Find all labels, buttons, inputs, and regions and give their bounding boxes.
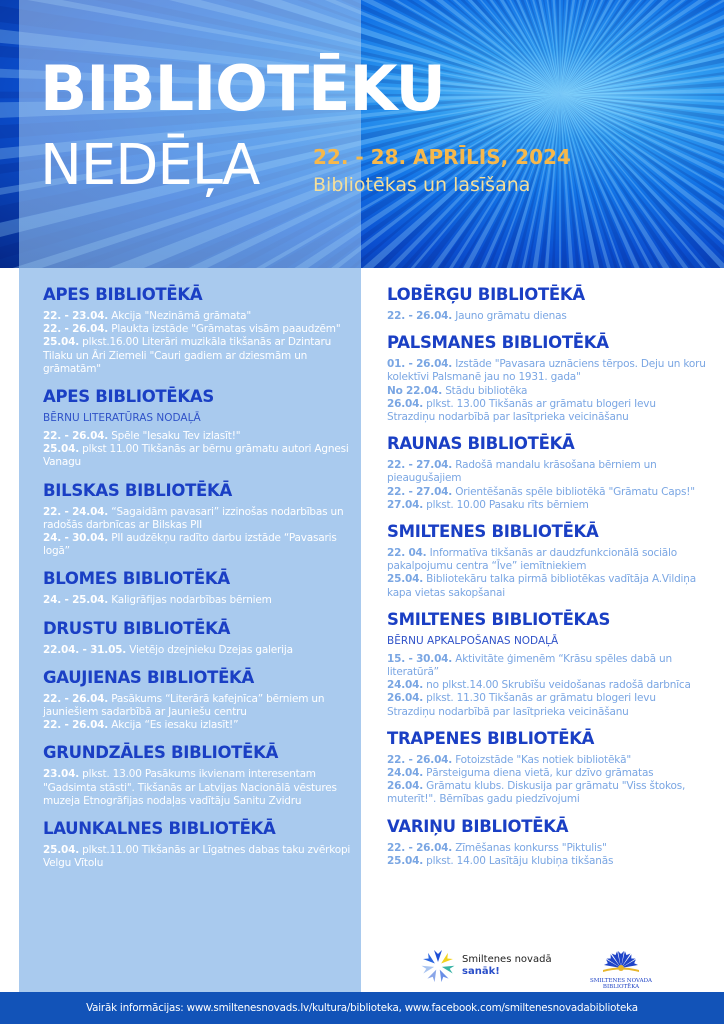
event-date: 22. - 26.04.	[387, 753, 453, 766]
event-date: 24. - 30.04.	[43, 532, 109, 545]
library-section	[43, 479, 359, 559]
library-title: LOBĒRĢU BIBLIOTĒKĀ	[387, 285, 585, 304]
event-item	[43, 310, 359, 323]
event-item	[387, 754, 707, 767]
event-list	[387, 653, 707, 719]
event-date: 22. - 23.04.	[43, 310, 109, 322]
event-description: no plkst.14.00 Skrubīšu veidošanas radošā darbnīca	[423, 679, 691, 692]
municipality-logo	[420, 948, 552, 984]
library-title: TRAPENES BIBLIOTĒKĀ	[387, 728, 595, 748]
library-title: LAUNKALNES BIBLIOTĒKĀ	[43, 819, 276, 839]
event-description: Aktivitāte ģimenēm “Krāsu spēles dabā un literatūrā”	[387, 652, 672, 679]
event-item	[387, 842, 707, 855]
event-description: Spēle "Iesaku Tev izlasīt!"	[108, 430, 241, 443]
event-date: 26.04.	[387, 397, 424, 410]
event-date: 25.04.	[387, 573, 424, 586]
library-section	[43, 741, 359, 808]
event-item	[43, 768, 359, 808]
event-description: plkst 11.00 Tikšanās ar bērnu grāmatu autori Agnesi Vanagu	[43, 443, 349, 469]
event-item	[43, 719, 359, 732]
event-list	[387, 547, 707, 600]
event-item	[43, 506, 359, 532]
municipality-logo-line1: Smiltenes novadā	[462, 954, 552, 965]
library-title: APES BIBLIOTĒKAS	[43, 387, 214, 407]
event-list	[43, 594, 359, 607]
left-column	[43, 283, 359, 879]
event-item	[43, 323, 359, 336]
event-item	[387, 692, 707, 718]
event-item	[43, 844, 359, 870]
event-item	[387, 398, 707, 424]
event-date: 25.04.	[43, 844, 80, 857]
event-date: 22. - 26.04.	[43, 323, 109, 336]
event-date: 22. - 24.04.	[43, 505, 109, 518]
event-list	[43, 310, 359, 376]
library-title: SMILTENES BIBLIOTĒKAS	[387, 609, 611, 629]
event-item	[43, 594, 359, 607]
event-description: Radošā mandalu krāsošana bērniem un pieaugušajiem	[387, 459, 657, 485]
event-date: 22. - 26.04.	[387, 310, 453, 322]
event-item	[387, 767, 707, 780]
event-date: 24.04.	[387, 679, 424, 692]
event-description: Akcija "Nezināmā grāmata"	[108, 310, 251, 322]
event-list	[43, 430, 359, 470]
event-description: Informatīva tikšanās ar daudzfunkcionālā sociālo pakalpojumu centra “Īve” iemītniekiem	[387, 547, 677, 573]
event-item	[43, 443, 359, 469]
event-date: 27.04.	[387, 498, 424, 511]
event-item	[387, 358, 707, 384]
event-item	[387, 855, 707, 868]
event-item	[43, 693, 359, 719]
event-list	[387, 358, 707, 424]
event-description: plkst. 13.00 Tikšanās ar grāmatu blogeri Ievu Strazdiņu nodarbībā par lasītprieka veicināšanu	[387, 397, 656, 424]
event-date: 15. - 30.04.	[387, 652, 453, 665]
library-section	[387, 815, 707, 868]
event-description: Grāmatu klubs. Diskusija par grāmatu "Viss štokos, muterīt!". Bērnības gadu piedzīvojumi	[387, 780, 686, 806]
library-section	[43, 385, 359, 470]
event-description: plkst. 13.00 Pasākums ikvienam interesentam "Gadsimta stāsti". Tikšanās ar Latvijas Nacionālā vēstures muzeja Etnogrāfijas nodaļas vadītāju Sanitu Zvidru	[43, 768, 337, 807]
library-logo-line1: SMILTENES NOVADA	[590, 978, 652, 984]
event-description: Akcija “Es iesaku izlasīt!”	[108, 719, 239, 732]
library-section	[43, 817, 359, 870]
event-date: 22.04. - 31.05.	[43, 643, 127, 656]
event-description: Stādu bibliotēka	[442, 384, 528, 397]
library-logo	[586, 948, 656, 990]
library-section	[43, 666, 359, 733]
event-date: 26.04.	[387, 780, 424, 793]
event-description: Plaukta izstāde "Grāmatas visām paaudzēm"	[108, 323, 341, 336]
library-section	[387, 608, 707, 719]
cornflower-star-icon	[420, 948, 456, 984]
library-section	[43, 567, 359, 607]
right-column	[387, 283, 707, 876]
event-item	[387, 499, 707, 512]
library-title: BLOMES BIBLIOTĒKĀ	[43, 569, 230, 589]
event-list	[43, 844, 359, 870]
event-date: 25.04.	[43, 336, 80, 349]
event-item	[43, 532, 359, 558]
event-description: Izstāde "Pavasara uznāciens tērpos. Deju un koru kolektīvi Palsmanē jau no 1931. gada"	[387, 358, 706, 384]
event-description: Zīmēšanas konkurss "Piktulis"	[452, 841, 607, 854]
library-title: SMILTENES BIBLIOTĒKĀ	[387, 522, 599, 542]
event-date: 25.04.	[387, 854, 424, 867]
event-item	[387, 679, 707, 692]
library-section	[387, 283, 707, 323]
library-title: DRUSTU BIBLIOTĒKĀ	[43, 618, 231, 638]
event-description: plkst. 10.00 Pasaku rīts bērniem	[423, 498, 589, 511]
event-list	[43, 644, 359, 657]
event-date: 22. - 26.04.	[43, 430, 109, 443]
event-description: Jauno grāmatu dienas	[452, 310, 567, 322]
event-date: 22. - 26.04.	[387, 841, 453, 854]
event-date: 01. - 26.04.	[387, 358, 453, 371]
library-section	[43, 617, 359, 657]
event-description: Vietējo dzejnieku Dzejas galerija	[126, 643, 293, 656]
event-theme: Bibliotēkas un lasīšana	[313, 174, 531, 196]
event-description: plkst. 14.00 Lasītāju klubiņa tikšanās	[423, 854, 614, 867]
library-title: GAUJIENAS BIBLIOTĒKĀ	[43, 667, 255, 687]
event-description: PII audzēkņu radīto darbu izstāde “Pavasaris logā”	[43, 532, 337, 558]
library-section	[387, 331, 707, 424]
event-description: “Sagaidām pavasari” izzinošas nodarbības un radošās darbnīcas ar Bilskas PII	[43, 505, 344, 531]
event-list	[43, 693, 359, 733]
event-date: 22. 04.	[387, 547, 427, 560]
event-description: plkst.11.00 Tikšanās ar Līgatnes dabas taku zvērkopi Velgu Vītolu	[43, 844, 351, 870]
event-description: plkst.16.00 Literāri muzikāla tikšanās ar Dzintaru Tilaku un Āri Ziemeli "Cauri gadiem ar dziesmām un grāmatām"	[43, 336, 332, 375]
event-description: Kaligrāfijas nodarbības bērniem	[108, 594, 272, 607]
library-subtitle: BĒRNU APKALPOŠANAS NODAĻĀ	[387, 634, 559, 647]
municipality-logo-line2: sanāk!	[462, 966, 500, 977]
library-title: PALSMANES BIBLIOTĒKĀ	[387, 333, 609, 353]
event-description: Orientēšanās spēle bibliotēkā "Grāmatu Caps!"	[452, 485, 695, 498]
event-description: Fotoizstāde "Kas notiek bibliotēkā"	[452, 753, 631, 766]
library-section	[387, 432, 707, 512]
library-subtitle: BĒRNU LITERATŪRAS NODAĻĀ	[43, 412, 201, 425]
event-date: No 22.04.	[387, 384, 443, 397]
event-list	[387, 842, 707, 868]
event-description: Pasākums “Literārā kafejnīca” bērniem un jauniešiem sadarbībā ar Jauniešu centru	[43, 692, 325, 719]
event-date: 24.04.	[387, 767, 424, 780]
event-date: 22. - 26.04.	[43, 719, 109, 732]
library-title: VARIŅU BIBLIOTĒKĀ	[387, 816, 569, 836]
event-item	[387, 547, 707, 573]
event-list	[43, 768, 359, 808]
library-title: BILSKAS BIBLIOTĒKĀ	[43, 480, 232, 500]
event-date: 22. - 27.04.	[387, 459, 453, 472]
page-title-line2: NEDĒĻA	[40, 133, 260, 198]
cornflower-book-icon	[599, 948, 643, 974]
library-title: GRUNDZĀLES BIBLIOTĒKĀ	[43, 743, 279, 763]
library-section	[387, 520, 707, 600]
event-list	[387, 310, 707, 323]
event-date: 26.04.	[387, 692, 424, 705]
event-description: Bibliotekāru talka pirmā bibliotēkas vadītāja A.Vildiņa kapa vietas sakopšanai	[387, 573, 696, 599]
event-date: 25.04.	[43, 443, 80, 456]
library-section	[387, 727, 707, 807]
footer-info: Vairāk informācijas: www.smiltenesnovads.lv/kultura/biblioteka, www.facebook.com/smiltenesnovadabiblioteka	[0, 992, 724, 1024]
event-item	[387, 459, 707, 485]
event-item	[387, 310, 707, 323]
event-list	[43, 506, 359, 559]
event-item	[387, 486, 707, 499]
event-date: 24. - 25.04.	[43, 594, 109, 607]
event-list	[387, 754, 707, 807]
event-item	[387, 653, 707, 679]
event-date: 22. - 27.04.	[387, 485, 453, 498]
event-description: Pārsteiguma diena vietā, kur dzīvo grāmatas	[423, 767, 654, 780]
library-section	[43, 283, 359, 376]
library-title: APES BIBLIOTĒKĀ	[43, 285, 203, 304]
event-dates: 22. - 28. APRĪLIS, 2024	[313, 145, 571, 169]
event-date: 23.04.	[43, 768, 80, 781]
event-item	[43, 336, 359, 376]
event-item	[43, 644, 359, 657]
library-logo-line2: BIBLIOTĒKA	[602, 984, 640, 990]
event-item	[387, 780, 707, 806]
event-list	[387, 459, 707, 512]
event-item	[387, 385, 707, 398]
event-description: plkst. 11.30 Tikšanās ar grāmatu blogeri Ievu Strazdiņu nodarbībā par lasītprieka veicināšanu	[387, 692, 656, 718]
page-title: BIBLIOTĒKU	[40, 52, 445, 125]
library-title: RAUNAS BIBLIOTĒKĀ	[387, 434, 575, 454]
event-item	[387, 573, 707, 599]
event-item	[43, 430, 359, 443]
event-date: 22. - 26.04.	[43, 692, 109, 705]
